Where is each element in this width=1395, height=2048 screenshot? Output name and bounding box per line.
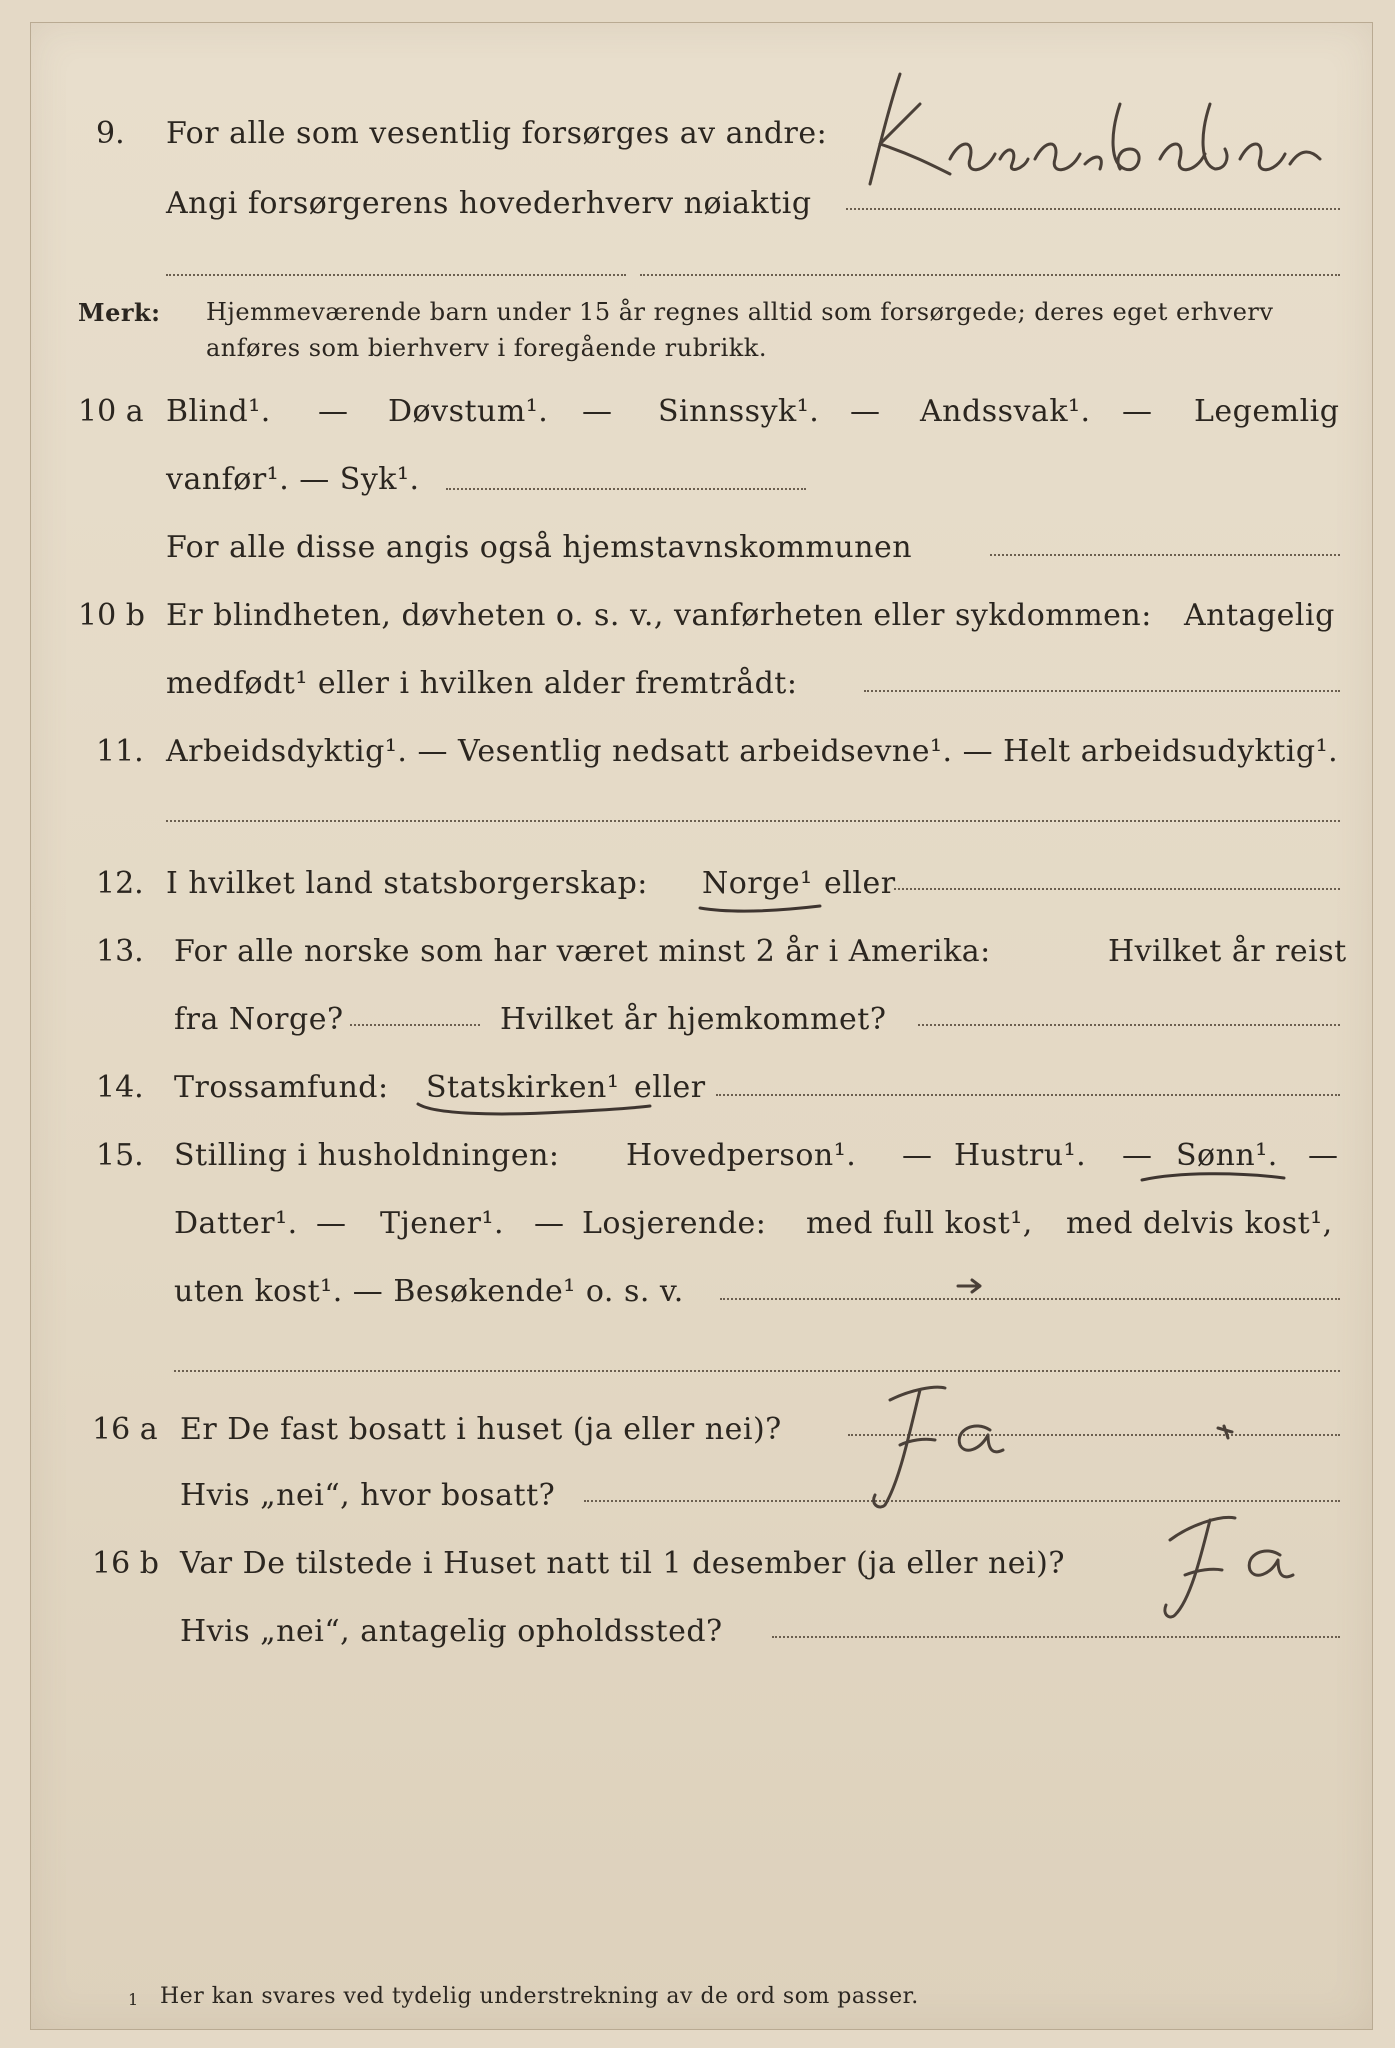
- row-14-number: 14.: [96, 1070, 144, 1105]
- row-9-number: 9.: [96, 116, 125, 151]
- row-12-label: I hvilket land statsborgerskap:: [166, 866, 648, 901]
- ink-mark: [956, 1276, 986, 1296]
- row-9-extra-line-right: [640, 274, 1340, 276]
- row-16a-line2: Hvis „nei“, hvor bosatt?: [180, 1478, 556, 1513]
- footnote-mark: 1: [128, 1990, 139, 2009]
- row-12-eller: eller: [824, 866, 896, 901]
- row-13-hjemkommet-line: [918, 1024, 1340, 1026]
- row-15-answer-line: [720, 1298, 1340, 1300]
- row-10a-dovstum: Døvstum¹.: [388, 394, 549, 429]
- statskirken-underline-mark: [414, 1098, 654, 1122]
- row-10b-line2: medfødt¹ eller i hvilken alder fremtrådt:: [166, 666, 798, 701]
- row-15-hustru: Hustru¹.: [954, 1138, 1087, 1173]
- row-16b-line1: Var De tilstede i Huset natt til 1 desember (ja eller nei)?: [180, 1546, 1065, 1581]
- row-15-line3: uten kost¹. — Besøkende¹ o. s. v.: [174, 1274, 684, 1309]
- row-10a-sinnssyk: Sinnssyk¹.: [658, 394, 820, 429]
- row-14-eller: eller: [634, 1070, 706, 1105]
- row-10b-line1: Er blindheten, døvheten o. s. v., vanførheten eller sykdommen:: [166, 598, 1152, 633]
- row-12-number: 12.: [96, 866, 144, 901]
- row-15-hovedperson: Hovedperson¹.: [626, 1138, 857, 1173]
- row-14-answer-line: [716, 1094, 1340, 1096]
- row-15-tjener: Tjener¹.: [380, 1206, 505, 1241]
- row-10b-antagelig: Antagelig: [1184, 598, 1335, 633]
- row-9-line1: For alle som vesentlig forsørges av andre:: [166, 116, 828, 151]
- row-15-full-kost: med full kost¹,: [806, 1206, 1033, 1241]
- handwritten-occupation-signature: [860, 64, 1360, 204]
- merk-line1: Hjemmeværende barn under 15 år regnes alltid som forsørgede; deres eget erhverv: [206, 298, 1274, 326]
- row-10a-syk-line: [446, 488, 806, 490]
- row-16a-number: 16 a: [92, 1412, 158, 1447]
- row-13-reist: Hvilket år reist: [1108, 934, 1347, 969]
- ink-mark: [1214, 1422, 1238, 1442]
- row-16a-line1: Er De fast bosatt i huset (ja eller nei)?: [180, 1412, 782, 1447]
- row-13-number: 13.: [96, 934, 144, 969]
- row-14-statskirken: Statskirken¹: [426, 1070, 620, 1105]
- row-10a-number: 10 a: [78, 394, 144, 429]
- row-14-label: Trossamfund:: [174, 1070, 389, 1105]
- row-13-reist-line: [350, 1024, 480, 1026]
- row-9-line2: Angi forsørgerens hovederhverv nøiaktig: [166, 186, 812, 221]
- row-15-label: Stilling i husholdningen:: [174, 1138, 560, 1173]
- row-15-dash-5: —: [534, 1206, 565, 1241]
- row-15-dash-1: —: [902, 1138, 933, 1173]
- row-10a-andssvak: Andssvak¹.: [920, 394, 1091, 429]
- row-10a-dash-1: —: [318, 394, 349, 429]
- row-13-line1: For alle norske som har været minst 2 år i Amerika:: [174, 934, 991, 969]
- merk-label: Merk:: [78, 298, 161, 327]
- row-11-number: 11.: [96, 734, 144, 769]
- merk-line2: anføres som bierhverv i foregående rubrikk.: [206, 334, 767, 362]
- norge-underline-mark: [696, 900, 826, 920]
- row-15-dash-4: —: [316, 1206, 347, 1241]
- row-11-answer-line: [166, 820, 1340, 822]
- row-13-fra-norge: fra Norge?: [174, 1002, 344, 1037]
- row-12-norge: Norge¹: [702, 866, 813, 901]
- row-11-line1: Arbeidsdyktig¹. — Vesentlig nedsatt arbeidsevne¹. — Helt arbeidsudyktig¹.: [166, 734, 1339, 769]
- row-10b-answer-line: [864, 690, 1340, 692]
- row-10a-dash-2: —: [582, 394, 613, 429]
- row-9-answer-line: [846, 208, 1340, 210]
- row-15-sonn: Sønn¹.: [1176, 1138, 1278, 1173]
- row-15-losjerende: Losjerende:: [582, 1206, 767, 1241]
- footnote-text: Her kan svares ved tydelig understrekning av de ord som passer.: [160, 1984, 919, 2009]
- row-10b-number: 10 b: [78, 598, 145, 633]
- row-10a-line3: For alle disse angis også hjemstavnskommunen: [166, 530, 913, 565]
- row-15-extra-line: [174, 1370, 1340, 1372]
- handwritten-answer-16a: [840, 1370, 1040, 1520]
- row-10a-dash-3: —: [850, 394, 881, 429]
- row-10a-blind: Blind¹.: [166, 394, 271, 429]
- row-15-dash-2: —: [1122, 1138, 1153, 1173]
- row-10a-line2: vanfør¹. — Syk¹.: [166, 462, 420, 497]
- row-15-datter: Datter¹.: [174, 1206, 298, 1241]
- row-12-answer-line: [894, 888, 1340, 890]
- row-16b-number: 16 b: [92, 1546, 159, 1581]
- row-16b-line2: Hvis „nei“, antagelig opholdssted?: [180, 1614, 723, 1649]
- row-15-number: 15.: [96, 1138, 144, 1173]
- row-10a-dash-4: —: [1122, 394, 1153, 429]
- row-9-extra-line-left: [166, 274, 626, 276]
- row-10a-hjemstavn-line: [990, 554, 1340, 556]
- sonn-underline-mark: [1138, 1166, 1288, 1190]
- handwritten-answer-16b: [1130, 1490, 1330, 1640]
- row-15-dash-3: —: [1308, 1138, 1339, 1173]
- row-10a-legemlig: Legemlig: [1194, 394, 1340, 429]
- row-15-delvis-kost: med delvis kost¹,: [1066, 1206, 1333, 1241]
- row-13-hjemkommet: Hvilket år hjemkommet?: [500, 1002, 887, 1037]
